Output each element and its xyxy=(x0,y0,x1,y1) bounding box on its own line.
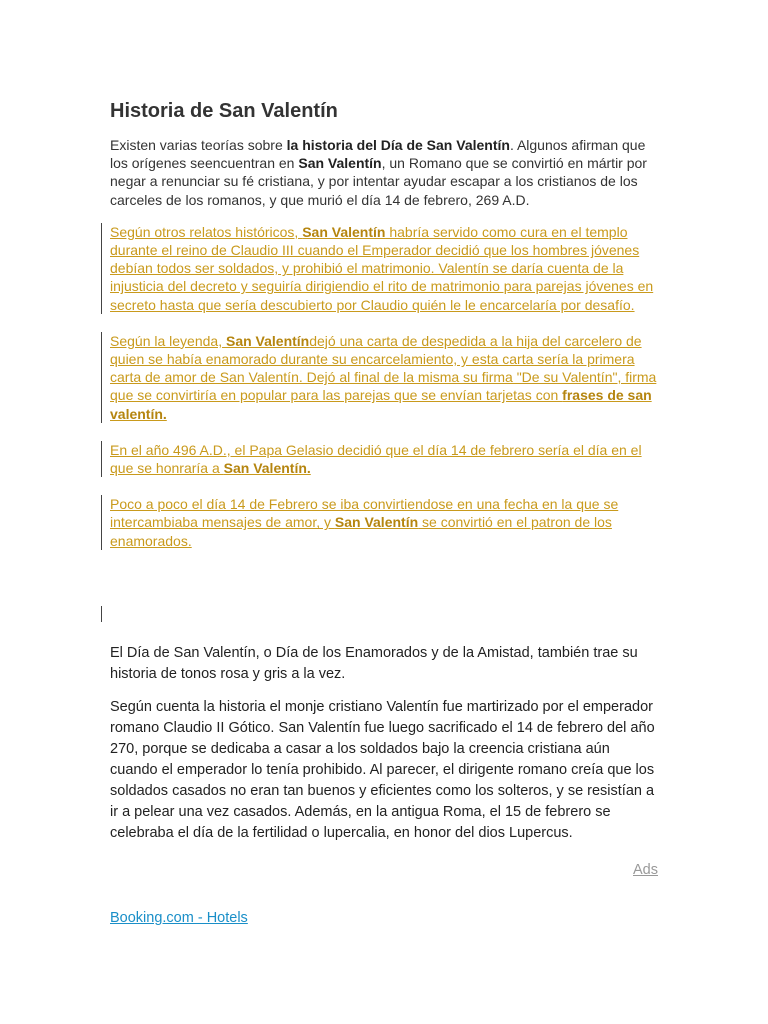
text-cursor xyxy=(101,606,102,622)
gold-paragraph-4[interactable] xyxy=(110,495,660,550)
intro-text-2: . Algunos afirman que los orígenes seencuentran en xyxy=(110,137,646,172)
gold-p3-text-1: En el año 496 A.D., el Papa Gelasio decidió que el día 14 de febrero sería el día en el que se honraría a xyxy=(110,441,642,477)
gold-p1-text-1: Según otros relatos históricos, xyxy=(110,223,303,240)
article xyxy=(110,98,660,568)
body-text xyxy=(110,643,660,856)
gold-p3-bold-1: San Valentín. xyxy=(223,460,311,477)
gold-paragraph-2[interactable] xyxy=(110,332,660,423)
ads-link[interactable]: Ads xyxy=(633,862,658,878)
gold-p4-text-2: se convirtió en el patron de los enamorados. xyxy=(110,514,612,549)
body-paragraph-1: El Día de San Valentín, o Día de los Enamorados y de la Amistad, también trae su historia de tonos rosa y gris a la vez. xyxy=(110,645,638,682)
gold-p2-text-2: dejó una carta de despedida a la hija del carcelero de quien se había enamorado durante su encarcelamiento, y esta carta sería la primera carta de amor de San Valentín. Dejó al final de la misma su firma "De su Valentín", firma que se convirtiría en popular para las parejas que se envían tarjetas con xyxy=(110,332,657,404)
gold-p1-bold-1: San Valentín xyxy=(302,223,386,240)
intro-text-3: , un Romano que se convirtió en mártir por negar a renunciar su fé cristiana, y por intentar ayudar escapar a los cristianos de los carceles de los romanos, y que murió el día 14 de febrero, 269 A.D. xyxy=(110,155,647,208)
intro-bold-1: la historia del Día de San Valentín xyxy=(286,137,510,153)
gold-p2-bold-2[interactable]: frases de san valentín. xyxy=(110,387,652,422)
intro-text-1: Existen varias teorías sobre xyxy=(110,137,287,153)
gold-p4-text-1: Poco a poco el día 14 de Febrero se iba convirtiendose en una fecha en la que se intercambiaba mensajes de amor, y xyxy=(110,496,619,531)
gold-p2-text-1: Según la leyenda, xyxy=(110,332,226,349)
intro-paragraph xyxy=(110,136,660,209)
gold-p2-bold-1: San Valentín xyxy=(225,332,310,349)
booking-hotels-link[interactable]: Booking.com - Hotels xyxy=(110,910,248,926)
gold-p1-text-2: habría servido como cura en el templo durante el reino de Claudio III cuando el Emperador decidió que los hombres jóvenes debían todos ser soldados, y prohibió el matrimonio. Valentín se daría cuenta de la injusticia del decreto y seguiría dirigiendio el rito de matrimonio para parejas jóvenes en secreto hasta que sería descubierto por Claudio quién le le encarcelaría por desafío. xyxy=(110,223,654,313)
body-paragraph-2: Según cuenta la historia el monje cristiano Valentín fue martirizado por el emperador romano Claudio II Gótico. San Valentín fue luego sacrificado el 14 de febrero del año 270, porque se dedicaba a casar a los soldados bajo la creencia cristiana aún cuando el emperador lo tenía prohibido. Al parecer, el dirigente romano creía que los soldados casados no eran tan buenos y eficientes como los solteros, y se resistían a ir a pelear una vez casados. Además, en la antigua Roma, el 15 de febrero se celebraba el día de la fertilidad o lupercalia, en honor del dios Lupercus. xyxy=(110,699,655,841)
gold-p4-bold-1: San Valentín xyxy=(334,514,419,531)
gold-paragraph-1[interactable] xyxy=(110,223,660,314)
gold-paragraph-3[interactable] xyxy=(110,441,660,477)
page-title: Historia de San Valentín xyxy=(110,100,338,122)
intro-bold-2: San Valentín xyxy=(298,155,382,172)
